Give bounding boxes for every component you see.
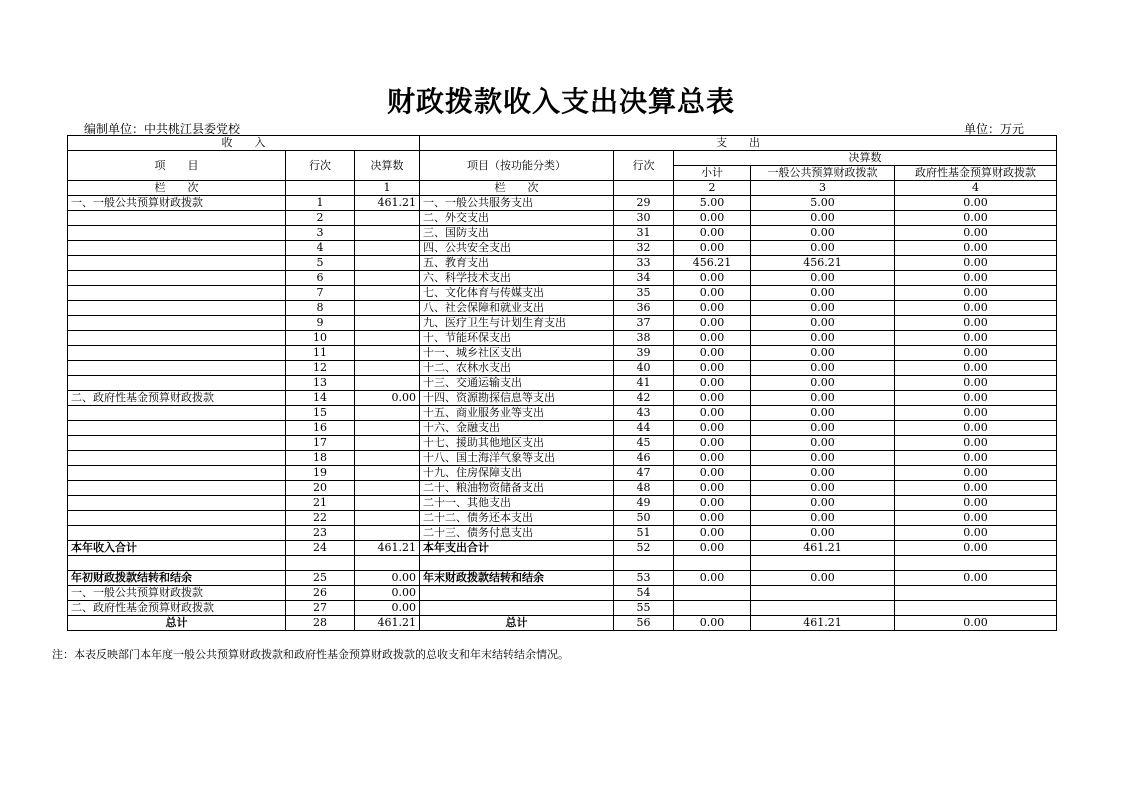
general-budget-cell: 461.21 bbox=[751, 616, 895, 631]
expense-rowno-cell: 33 bbox=[614, 256, 674, 271]
fund-budget-cell: 0.00 bbox=[895, 496, 1057, 511]
table-row bbox=[68, 316, 1057, 331]
expense-item-cell: 总计 bbox=[420, 616, 614, 631]
income-amount-cell bbox=[355, 451, 420, 466]
fund-budget-cell bbox=[895, 586, 1057, 601]
general-budget-cell: 0.00 bbox=[751, 226, 895, 241]
fund-budget-header: 政府性基金预算财政拨款 bbox=[895, 166, 1057, 181]
income-item-cell bbox=[68, 451, 286, 466]
col-index-1: 1 bbox=[355, 181, 420, 196]
table-row bbox=[68, 376, 1057, 391]
expense-rowno-cell: 51 bbox=[614, 526, 674, 541]
general-budget-cell: 5.00 bbox=[751, 196, 895, 211]
fund-budget-cell: 0.00 bbox=[895, 286, 1057, 301]
general-budget-cell: 0.00 bbox=[751, 571, 895, 586]
expense-rowno-cell: 44 bbox=[614, 421, 674, 436]
income-item-cell bbox=[68, 496, 286, 511]
table-row bbox=[68, 496, 1057, 511]
expense-item-cell bbox=[420, 601, 614, 616]
empty-cell bbox=[751, 556, 895, 571]
income-rowno-cell: 20 bbox=[286, 481, 355, 496]
expense-rowno-cell: 31 bbox=[614, 226, 674, 241]
income-amount-header: 决算数 bbox=[355, 151, 420, 181]
income-rowno-cell: 2 bbox=[286, 211, 355, 226]
income-rowno-cell: 19 bbox=[286, 466, 355, 481]
col-index-empty bbox=[614, 181, 674, 196]
income-rowno-cell: 11 bbox=[286, 346, 355, 361]
spacer-row bbox=[68, 556, 1057, 571]
expense-rowno-cell: 55 bbox=[614, 601, 674, 616]
income-amount-cell bbox=[355, 346, 420, 361]
income-rowno-header: 行次 bbox=[286, 151, 355, 181]
income-rowno-cell: 6 bbox=[286, 271, 355, 286]
general-budget-header: 一般公共预算财政拨款 bbox=[751, 166, 895, 181]
fund-budget-cell: 0.00 bbox=[895, 421, 1057, 436]
fund-budget-cell: 0.00 bbox=[895, 406, 1057, 421]
expense-item-cell: 十、节能环保支出 bbox=[420, 331, 614, 346]
income-item-cell bbox=[68, 226, 286, 241]
expense-item-cell: 八、社会保障和就业支出 bbox=[420, 301, 614, 316]
general-budget-cell: 0.00 bbox=[751, 406, 895, 421]
header-row-section bbox=[68, 136, 1057, 151]
col-index-3: 3 bbox=[751, 181, 895, 196]
income-amount-cell bbox=[355, 466, 420, 481]
income-item-cell: 本年收入合计 bbox=[68, 541, 286, 556]
income-item-cell bbox=[68, 211, 286, 226]
expense-rowno-cell: 52 bbox=[614, 541, 674, 556]
expense-item-cell: 二十、粮油物资储备支出 bbox=[420, 481, 614, 496]
fund-budget-cell: 0.00 bbox=[895, 256, 1057, 271]
expense-rowno-cell: 54 bbox=[614, 586, 674, 601]
fund-budget-cell: 0.00 bbox=[895, 451, 1057, 466]
expense-item-cell bbox=[420, 586, 614, 601]
fund-budget-cell: 0.00 bbox=[895, 481, 1057, 496]
income-rowno-cell: 17 bbox=[286, 436, 355, 451]
fund-budget-cell: 0.00 bbox=[895, 241, 1057, 256]
expense-item-cell: 二、外交支出 bbox=[420, 211, 614, 226]
expense-item-cell: 十七、援助其他地区支出 bbox=[420, 436, 614, 451]
subtotal-cell: 0.00 bbox=[674, 226, 751, 241]
expense-amount-header: 决算数 bbox=[674, 151, 1057, 166]
fund-budget-cell: 0.00 bbox=[895, 271, 1057, 286]
general-budget-cell: 456.21 bbox=[751, 256, 895, 271]
income-item-cell bbox=[68, 421, 286, 436]
income-item-cell bbox=[68, 526, 286, 541]
table-row bbox=[68, 361, 1057, 376]
expense-rowno-cell: 32 bbox=[614, 241, 674, 256]
general-budget-cell: 0.00 bbox=[751, 331, 895, 346]
table-row bbox=[68, 211, 1057, 226]
income-amount-cell: 461.21 bbox=[355, 196, 420, 211]
income-item-cell bbox=[68, 406, 286, 421]
income-rowno-cell: 28 bbox=[286, 616, 355, 631]
income-item-cell: 二、政府性基金预算财政拨款 bbox=[68, 601, 286, 616]
income-rowno-cell: 1 bbox=[286, 196, 355, 211]
income-rowno-cell: 4 bbox=[286, 241, 355, 256]
income-amount-cell: 461.21 bbox=[355, 541, 420, 556]
income-amount-cell bbox=[355, 271, 420, 286]
fund-budget-cell: 0.00 bbox=[895, 211, 1057, 226]
currency-unit: 单位：万元 bbox=[964, 122, 1025, 136]
general-budget-cell: 0.00 bbox=[751, 286, 895, 301]
income-rowno-cell: 26 bbox=[286, 586, 355, 601]
income-rowno-cell: 24 bbox=[286, 541, 355, 556]
income-amount-cell bbox=[355, 481, 420, 496]
expense-rowno-cell: 46 bbox=[614, 451, 674, 466]
subtotal-cell: 0.00 bbox=[674, 436, 751, 451]
income-rowno-cell: 15 bbox=[286, 406, 355, 421]
income-item-cell bbox=[68, 436, 286, 451]
fund-budget-cell: 0.00 bbox=[895, 196, 1057, 211]
income-item-cell bbox=[68, 241, 286, 256]
fund-budget-cell: 0.00 bbox=[895, 541, 1057, 556]
income-amount-cell bbox=[355, 496, 420, 511]
expense-item-cell: 一、一般公共服务支出 bbox=[420, 196, 614, 211]
expense-rowno-cell: 56 bbox=[614, 616, 674, 631]
empty-cell bbox=[420, 556, 614, 571]
expense-rowno-cell: 45 bbox=[614, 436, 674, 451]
fund-budget-cell: 0.00 bbox=[895, 226, 1057, 241]
fund-budget-cell: 0.00 bbox=[895, 316, 1057, 331]
income-amount-cell: 461.21 bbox=[355, 616, 420, 631]
general-budget-cell: 0.00 bbox=[751, 436, 895, 451]
income-item-cell: 二、政府性基金预算财政拨款 bbox=[68, 391, 286, 406]
col-index-2: 2 bbox=[674, 181, 751, 196]
table-row bbox=[68, 241, 1057, 256]
general-budget-cell: 0.00 bbox=[751, 271, 895, 286]
subtotal-cell: 0.00 bbox=[674, 286, 751, 301]
expense-item-cell: 十六、金融支出 bbox=[420, 421, 614, 436]
fund-budget-cell: 0.00 bbox=[895, 466, 1057, 481]
income-rowno-cell: 16 bbox=[286, 421, 355, 436]
general-budget-cell: 0.00 bbox=[751, 451, 895, 466]
expense-rowno-header: 行次 bbox=[614, 151, 674, 181]
table-row bbox=[68, 346, 1057, 361]
expense-item-cell: 五、教育支出 bbox=[420, 256, 614, 271]
expense-rowno-cell: 41 bbox=[614, 376, 674, 391]
general-budget-cell: 0.00 bbox=[751, 526, 895, 541]
subtotal-cell: 0.00 bbox=[674, 241, 751, 256]
fund-budget-cell: 0.00 bbox=[895, 511, 1057, 526]
table-row bbox=[68, 526, 1057, 541]
general-budget-cell: 0.00 bbox=[751, 376, 895, 391]
income-rowno-cell: 12 bbox=[286, 361, 355, 376]
table-row bbox=[68, 436, 1057, 451]
income-item-cell bbox=[68, 286, 286, 301]
subtotal-cell: 0.00 bbox=[674, 466, 751, 481]
fund-budget-cell: 0.00 bbox=[895, 376, 1057, 391]
general-budget-cell: 0.00 bbox=[751, 391, 895, 406]
income-item-cell: 一、一般公共预算财政拨款 bbox=[68, 196, 286, 211]
expense-rowno-cell: 50 bbox=[614, 511, 674, 526]
fund-budget-cell: 0.00 bbox=[895, 391, 1057, 406]
income-item-cell: 年初财政拨款结转和结余 bbox=[68, 571, 286, 586]
income-item-cell bbox=[68, 466, 286, 481]
empty-cell bbox=[895, 556, 1057, 571]
income-section-header: 收 入 bbox=[68, 136, 420, 151]
expense-item-cell: 二十三、债务付息支出 bbox=[420, 526, 614, 541]
income-amount-cell bbox=[355, 331, 420, 346]
income-amount-cell bbox=[355, 511, 420, 526]
table-row bbox=[68, 421, 1057, 436]
empty-cell bbox=[355, 556, 420, 571]
subtotal-cell: 0.00 bbox=[674, 301, 751, 316]
general-budget-cell: 0.00 bbox=[751, 316, 895, 331]
fund-budget-cell: 0.00 bbox=[895, 301, 1057, 316]
subtotal-cell: 0.00 bbox=[674, 361, 751, 376]
table-row bbox=[68, 256, 1057, 271]
expense-rowno-cell: 49 bbox=[614, 496, 674, 511]
income-amount-cell bbox=[355, 226, 420, 241]
expense-item-cell: 七、文化体育与传媒支出 bbox=[420, 286, 614, 301]
expense-item-cell: 十一、城乡社区支出 bbox=[420, 346, 614, 361]
expense-item-cell: 十四、资源勘探信息等支出 bbox=[420, 391, 614, 406]
table-row bbox=[68, 301, 1057, 316]
col-label: 栏 次 bbox=[68, 181, 286, 196]
expense-item-cell: 三、国防支出 bbox=[420, 226, 614, 241]
income-item-cell: 总计 bbox=[68, 616, 286, 631]
general-budget-cell: 0.00 bbox=[751, 481, 895, 496]
income-amount-cell bbox=[355, 211, 420, 226]
income-item-cell bbox=[68, 256, 286, 271]
expense-rowno-cell: 48 bbox=[614, 481, 674, 496]
general-budget-cell bbox=[751, 601, 895, 616]
expense-item-cell: 十八、国土海洋气象等支出 bbox=[420, 451, 614, 466]
income-amount-cell bbox=[355, 526, 420, 541]
expense-item-cell: 十五、商业服务业等支出 bbox=[420, 406, 614, 421]
compiling-unit: 编制单位：中共桃江县委党校 bbox=[84, 122, 241, 136]
income-rowno-cell: 10 bbox=[286, 331, 355, 346]
expense-rowno-cell: 40 bbox=[614, 361, 674, 376]
fund-budget-cell: 0.00 bbox=[895, 526, 1057, 541]
header-row-columns bbox=[68, 151, 1057, 166]
footnote: 注：本表反映部门本年度一般公共预算财政拨款和政府性基金预算财政拨款的总收支和年末结转结余情况。 bbox=[52, 648, 569, 661]
subtotal-cell: 0.00 bbox=[674, 541, 751, 556]
income-amount-cell bbox=[355, 361, 420, 376]
table-row bbox=[68, 196, 1057, 211]
general-budget-cell: 0.00 bbox=[751, 301, 895, 316]
income-amount-cell bbox=[355, 241, 420, 256]
income-amount-cell bbox=[355, 286, 420, 301]
expense-rowno-cell: 36 bbox=[614, 301, 674, 316]
expense-item-cell: 九、医疗卫生与计划生育支出 bbox=[420, 316, 614, 331]
expense-rowno-cell: 35 bbox=[614, 286, 674, 301]
subtotal-header: 小计 bbox=[674, 166, 751, 181]
fund-budget-cell: 0.00 bbox=[895, 331, 1057, 346]
subtotal-cell: 0.00 bbox=[674, 346, 751, 361]
general-budget-cell: 0.00 bbox=[751, 211, 895, 226]
subtotal-cell: 0.00 bbox=[674, 571, 751, 586]
income-amount-cell: 0.00 bbox=[355, 601, 420, 616]
fund-budget-cell: 0.00 bbox=[895, 361, 1057, 376]
table-row bbox=[68, 391, 1057, 406]
subtotal-cell: 0.00 bbox=[674, 616, 751, 631]
income-rowno-cell: 7 bbox=[286, 286, 355, 301]
column-index-row bbox=[68, 181, 1057, 196]
expense-rowno-cell: 37 bbox=[614, 316, 674, 331]
expense-rowno-cell: 29 bbox=[614, 196, 674, 211]
expense-rowno-cell: 34 bbox=[614, 271, 674, 286]
general-budget-cell: 0.00 bbox=[751, 346, 895, 361]
fund-budget-cell: 0.00 bbox=[895, 571, 1057, 586]
subtotal-cell: 0.00 bbox=[674, 451, 751, 466]
general-budget-cell: 0.00 bbox=[751, 511, 895, 526]
income-rowno-cell: 25 bbox=[286, 571, 355, 586]
income-amount-cell: 0.00 bbox=[355, 586, 420, 601]
subtotal-cell: 0.00 bbox=[674, 496, 751, 511]
subtotal-cell: 456.21 bbox=[674, 256, 751, 271]
empty-cell bbox=[286, 556, 355, 571]
income-rowno-cell: 5 bbox=[286, 256, 355, 271]
subtotal-cell: 0.00 bbox=[674, 511, 751, 526]
empty-cell bbox=[68, 556, 286, 571]
grand-total-row bbox=[68, 616, 1057, 631]
table-row bbox=[68, 406, 1057, 421]
income-rowno-cell: 27 bbox=[286, 601, 355, 616]
general-budget-cell: 0.00 bbox=[751, 466, 895, 481]
expense-rowno-cell: 38 bbox=[614, 331, 674, 346]
income-item-cell bbox=[68, 361, 286, 376]
income-amount-cell bbox=[355, 376, 420, 391]
subtotal-cell: 0.00 bbox=[674, 211, 751, 226]
income-rowno-cell: 22 bbox=[286, 511, 355, 526]
subtotal-cell bbox=[674, 601, 751, 616]
expense-rowno-cell: 47 bbox=[614, 466, 674, 481]
income-rowno-cell: 9 bbox=[286, 316, 355, 331]
expense-item-cell: 二十一、其他支出 bbox=[420, 496, 614, 511]
expense-item-header: 项目（按功能分类） bbox=[420, 151, 614, 181]
table-row bbox=[68, 226, 1057, 241]
income-amount-cell bbox=[355, 301, 420, 316]
expense-rowno-cell: 30 bbox=[614, 211, 674, 226]
income-item-cell bbox=[68, 511, 286, 526]
carry-over-row bbox=[68, 571, 1057, 586]
subtotal-cell: 0.00 bbox=[674, 376, 751, 391]
table-row bbox=[68, 271, 1057, 286]
subtotal-cell: 0.00 bbox=[674, 271, 751, 286]
table-row bbox=[68, 481, 1057, 496]
income-amount-cell bbox=[355, 316, 420, 331]
fund-budget-cell: 0.00 bbox=[895, 616, 1057, 631]
general-budget-cell: 0.00 bbox=[751, 496, 895, 511]
col-index-empty bbox=[286, 181, 355, 196]
expense-item-cell: 十三、交通运输支出 bbox=[420, 376, 614, 391]
income-rowno-cell: 8 bbox=[286, 301, 355, 316]
general-budget-cell bbox=[751, 586, 895, 601]
income-item-cell: 一、一般公共预算财政拨款 bbox=[68, 586, 286, 601]
subtotal-cell: 0.00 bbox=[674, 391, 751, 406]
expense-item-cell: 六、科学技术支出 bbox=[420, 271, 614, 286]
income-rowno-cell: 14 bbox=[286, 391, 355, 406]
general-budget-cell: 461.21 bbox=[751, 541, 895, 556]
income-amount-cell: 0.00 bbox=[355, 571, 420, 586]
subtotal-cell: 0.00 bbox=[674, 331, 751, 346]
general-budget-cell: 0.00 bbox=[751, 421, 895, 436]
income-amount-cell bbox=[355, 406, 420, 421]
fund-budget-cell: 0.00 bbox=[895, 346, 1057, 361]
fund-budget-cell bbox=[895, 601, 1057, 616]
income-item-header: 项 目 bbox=[68, 151, 286, 181]
income-item-cell bbox=[68, 301, 286, 316]
general-budget-cell: 0.00 bbox=[751, 361, 895, 376]
col-label-2: 栏 次 bbox=[420, 181, 614, 196]
expense-item-cell: 二十二、债务还本支出 bbox=[420, 511, 614, 526]
subtotal-cell: 0.00 bbox=[674, 316, 751, 331]
table-row bbox=[68, 511, 1057, 526]
carry-over-row bbox=[68, 586, 1057, 601]
expense-item-cell: 年末财政拨款结转和结余 bbox=[420, 571, 614, 586]
income-item-cell bbox=[68, 316, 286, 331]
expense-item-cell: 十九、住房保障支出 bbox=[420, 466, 614, 481]
expense-item-cell: 本年支出合计 bbox=[420, 541, 614, 556]
expense-rowno-cell: 39 bbox=[614, 346, 674, 361]
income-item-cell bbox=[68, 481, 286, 496]
income-rowno-cell: 18 bbox=[286, 451, 355, 466]
page-title: 财政拨款收入支出决算总表 bbox=[386, 85, 735, 118]
carry-over-row bbox=[68, 601, 1057, 616]
income-rowno-cell: 23 bbox=[286, 526, 355, 541]
subtotal-cell: 5.00 bbox=[674, 196, 751, 211]
general-budget-cell: 0.00 bbox=[751, 241, 895, 256]
col-index-4: 4 bbox=[895, 181, 1057, 196]
income-rowno-cell: 21 bbox=[286, 496, 355, 511]
empty-cell bbox=[614, 556, 674, 571]
income-rowno-cell: 3 bbox=[286, 226, 355, 241]
income-amount-cell bbox=[355, 421, 420, 436]
empty-cell bbox=[674, 556, 751, 571]
subtotal-cell: 0.00 bbox=[674, 526, 751, 541]
subtotal-cell: 0.00 bbox=[674, 406, 751, 421]
subtotal-cell bbox=[674, 586, 751, 601]
expense-rowno-cell: 43 bbox=[614, 406, 674, 421]
budget-table bbox=[67, 135, 1057, 631]
income-item-cell bbox=[68, 346, 286, 361]
expense-rowno-cell: 53 bbox=[614, 571, 674, 586]
income-amount-cell bbox=[355, 256, 420, 271]
table-row bbox=[68, 466, 1057, 481]
table-row bbox=[68, 286, 1057, 301]
income-item-cell bbox=[68, 331, 286, 346]
income-rowno-cell: 13 bbox=[286, 376, 355, 391]
expense-item-cell: 十二、农林水支出 bbox=[420, 361, 614, 376]
income-item-cell bbox=[68, 271, 286, 286]
fund-budget-cell: 0.00 bbox=[895, 436, 1057, 451]
subtotal-cell: 0.00 bbox=[674, 421, 751, 436]
expense-rowno-cell: 42 bbox=[614, 391, 674, 406]
table-row bbox=[68, 331, 1057, 346]
year-total-row bbox=[68, 541, 1057, 556]
subtotal-cell: 0.00 bbox=[674, 481, 751, 496]
expense-section-header: 支 出 bbox=[420, 136, 1057, 151]
income-amount-cell bbox=[355, 436, 420, 451]
table-row bbox=[68, 451, 1057, 466]
expense-item-cell: 四、公共安全支出 bbox=[420, 241, 614, 256]
income-amount-cell: 0.00 bbox=[355, 391, 420, 406]
income-item-cell bbox=[68, 376, 286, 391]
